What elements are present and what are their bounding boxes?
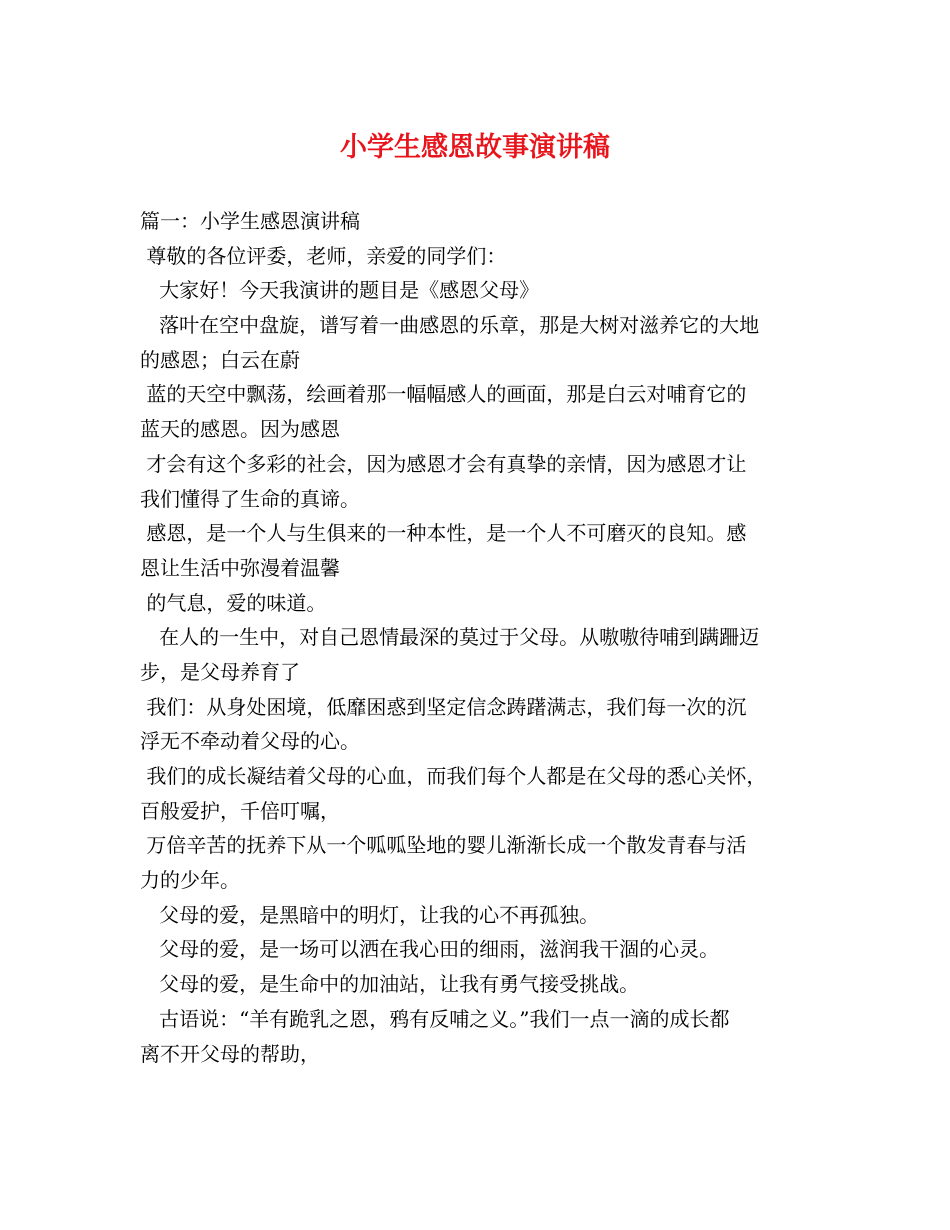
text-line: 的感恩；白云在蔚 [140,347,300,372]
text-line: 的气息，爱的味道。 [140,590,327,615]
text-line: 我们的成长凝结着父母的心血，而我们每个人都是在父母的悉心关怀， [140,764,767,788]
text-line: 大家好！今天我演讲的题目是《感恩父母》 [140,278,540,303]
text-line: 浮无不牵动着父母的心。 [140,729,360,754]
text-line: 感恩，是一个人与生俱来的一种本性，是一个人不可磨灭的良知。感 [140,521,747,546]
text-line: 落叶在空中盘旋，谱写着一曲感恩的乐章，那是大树对滋养它的大地 [140,313,760,338]
text-line: 步，是父母养育了 [140,659,300,684]
text-line: 百般爱护，千倍叮嘱， [140,798,340,823]
document-body [140,204,830,1071]
text-line: 我们：从身处困境，低靡困惑到坚定信念踌躇满志，我们每一次的沉 [140,694,747,719]
text-line: 父母的爱，是黑暗中的明灯，让我的心不再孤独。 [140,902,600,927]
text-line: 父母的爱，是一场可以洒在我心田的细雨，滋润我干涸的心灵。 [140,937,720,962]
text-line: 篇一：小学生感恩演讲稿 [140,209,360,233]
text-line: 恩让生活中弥漫着温馨 [140,555,340,580]
text-line: 我们懂得了生命的真谛。 [140,486,360,511]
text-line: 离不开父母的帮助， [140,1041,320,1066]
text-line: 在人的一生中，对自己恩情最深的莫过于父母。从嗷嗷待哺到蹒跚迈 [140,625,760,650]
text-line: 蓝的天空中飘荡，绘画着那一幅幅感人的画面，那是白云对哺育它的 [140,382,747,407]
text-line: 尊敬的各位评委，老师，亲爱的同学们： [140,243,507,268]
text-line: 父母的爱，是生命中的加油站，让我有勇气接受挑战。 [140,972,640,997]
text-line: 蓝天的感恩。因为感恩 [140,417,340,442]
text-line: 才会有这个多彩的社会，因为感恩才会有真挚的亲情，因为感恩才让 [140,451,747,476]
text-line: 万倍辛苦的抚养下从一个呱呱坠地的婴儿渐渐长成一个散发青春与活 [140,833,747,858]
document-title: 小学生感恩故事演讲稿 [340,132,610,163]
text-line: 古语说：“羊有跪乳之恩，鸦有反哺之义。”我们一点一滴的成长都 [140,1006,730,1031]
text-line: 力的少年。 [140,868,240,893]
